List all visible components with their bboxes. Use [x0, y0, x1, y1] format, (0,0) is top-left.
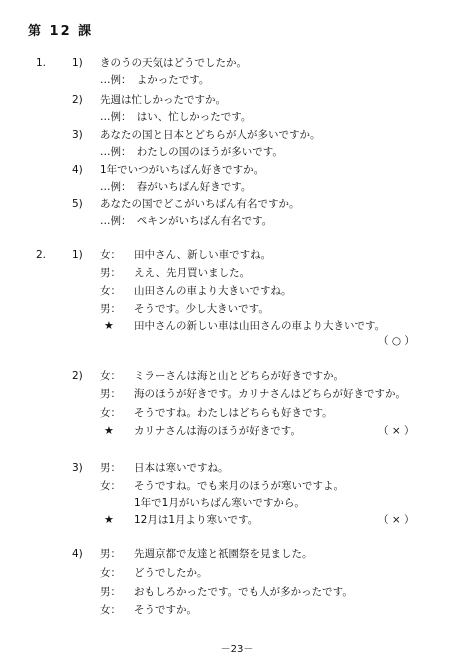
q1-2-example: …例： はい、忙しかったです。	[100, 111, 252, 123]
q2-2-speaker-3: 女：	[100, 407, 121, 419]
q2-3-answer: （ × ）	[378, 514, 415, 526]
q2-4-number: 4)	[72, 548, 83, 560]
q2-3-line-3: 1年で1月がいちばん寒いですから。	[134, 497, 305, 509]
q1-4-example: …例： 春がいちばん好きです。	[100, 181, 252, 193]
q2-2-line-1: ミラーさんは海と山とどちらが好きですか。	[134, 370, 344, 382]
section-2-number: 2.	[36, 249, 47, 261]
q2-1-number: 1)	[72, 249, 83, 261]
q1-4-question: 1年でいつがいちばん好きですか。	[100, 164, 265, 176]
q2-2-answer: （ × ）	[378, 425, 415, 437]
q2-3-speaker-1: 男：	[100, 462, 121, 474]
q2-4-speaker-1: 男：	[100, 548, 121, 560]
q2-1-line-2: ええ、先月買いました。	[134, 267, 251, 279]
q2-1-star-icon: ★	[104, 319, 114, 332]
q2-1-line-4: そうです。少し大きいです。	[134, 303, 269, 315]
lesson-title: 第 12 課	[28, 24, 94, 39]
q1-3-example: …例： わたしの国のほうが多いです。	[100, 146, 283, 158]
q2-3-statement: 12月は1月より寒いです。	[134, 514, 259, 526]
q2-4-line-1: 先週京都で友達と祇園祭を見ました。	[134, 548, 313, 560]
q1-5-example: …例： ペキンがいちばん有名です。	[100, 215, 273, 227]
section-1-number: 1.	[36, 57, 47, 69]
q1-3-number: 3)	[72, 129, 83, 141]
q2-2-number: 2)	[72, 370, 83, 382]
q2-3-speaker-2: 女：	[100, 480, 121, 492]
q2-2-line-2: 海のほうが好きです。カリナさんはどちらが好きですか。	[134, 388, 406, 400]
q2-2-speaker-2: 男：	[100, 388, 121, 400]
q2-2-star-icon: ★	[104, 424, 114, 437]
q2-4-speaker-3: 男：	[100, 586, 121, 598]
q2-2-statement: カリナさんは海のほうが好きです。	[134, 425, 301, 437]
q2-4-speaker-2: 女：	[100, 567, 121, 579]
q1-1-number: 1)	[72, 57, 83, 69]
q2-2-line-3: そうですね。わたしはどちらも好きです。	[134, 407, 333, 419]
q1-5-question: あなたの国でどこがいちばん有名ですか。	[100, 198, 300, 210]
q1-2-question: 先週は忙しかったですか。	[100, 94, 226, 106]
q1-5-number: 5)	[72, 198, 83, 210]
q2-1-statement: 田中さんの新しい車は山田さんの車より大きいです。	[134, 320, 386, 332]
q1-1-example: …例： よかったです。	[100, 74, 210, 86]
q2-3-number: 3)	[72, 462, 83, 474]
q2-1-speaker-2: 男：	[100, 267, 121, 279]
q2-3-line-1: 日本は寒いですね。	[134, 462, 229, 474]
q2-2-speaker-1: 女：	[100, 370, 121, 382]
page-number: －23－	[220, 644, 254, 655]
q1-1-question: きのうの天気はどうでしたか。	[100, 57, 247, 69]
q2-1-speaker-3: 女：	[100, 285, 121, 297]
q1-4-number: 4)	[72, 164, 83, 176]
q2-4-line-3: おもしろかったです。でも人が多かったです。	[134, 586, 353, 598]
q2-1-speaker-1: 女：	[100, 249, 121, 261]
q1-2-number: 2)	[72, 94, 83, 106]
q2-1-speaker-4: 男：	[100, 303, 121, 315]
q2-1-answer: （ ○ ）	[378, 335, 415, 347]
q2-4-line-2: どうでしたか。	[134, 567, 208, 579]
q2-4-speaker-4: 女：	[100, 604, 121, 616]
q2-3-star-icon: ★	[104, 513, 114, 526]
q2-1-line-1: 田中さん、新しい車ですね。	[134, 249, 272, 261]
q2-1-line-3: 山田さんの車より大きいですね。	[134, 285, 292, 297]
q2-3-line-2: そうですね。でも来月のほうが寒いですよ。	[134, 480, 344, 492]
q2-4-line-4: そうですか。	[134, 604, 197, 616]
q1-3-question: あなたの国と日本とどちらが人が多いですか。	[100, 129, 321, 141]
